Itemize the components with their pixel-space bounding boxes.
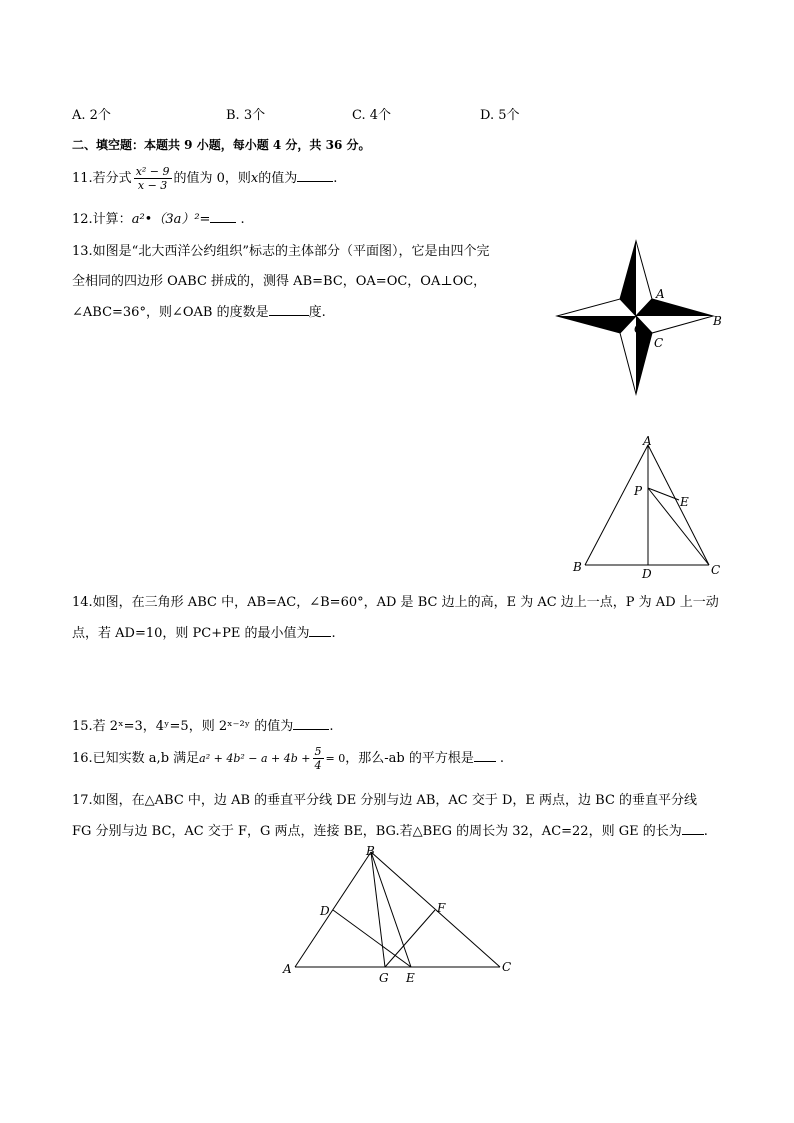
q11-fraction xyxy=(134,165,172,192)
star-label-b: B xyxy=(713,314,722,328)
q16-end: . xyxy=(499,751,504,766)
q17-line-1: 17.如图，在△ABC 中，边 AB 的垂直平分线 DE 分别与边 AB，AC 交于 D，E 两点，边 BC 的垂直平分线 xyxy=(72,793,698,808)
q11-numerator: x² − 9 xyxy=(135,165,170,178)
fig17-label-c: C xyxy=(502,960,512,974)
fig17-label-g: G xyxy=(379,971,389,985)
q14-line-2-text: 点，若 AD=10，则 PC+PE 的最小值为 xyxy=(72,626,310,641)
side-ab xyxy=(585,445,648,565)
q13-line-3 xyxy=(72,301,326,320)
q15-answer-blank xyxy=(293,717,329,730)
perpendicular-fg xyxy=(385,910,435,967)
q17-answer-blank xyxy=(682,822,704,835)
q17-line-2 xyxy=(72,820,708,839)
fig17-label-f: F xyxy=(437,901,446,915)
fig17-label-b: B xyxy=(366,844,375,858)
side-ac xyxy=(648,445,709,565)
q14-end: . xyxy=(331,626,336,641)
fig17-label-a: A xyxy=(283,962,292,976)
q13-star-figure xyxy=(550,236,730,401)
q11-denominator: x − 3 xyxy=(137,179,168,192)
q14-line-2 xyxy=(72,622,336,641)
segment-bg xyxy=(371,852,385,967)
q11-prefix: 11.若分式 xyxy=(72,171,132,186)
q13-end: 度. xyxy=(308,305,326,320)
q16-expression-1: a² + 4b² − a + 4b + xyxy=(199,752,311,765)
question-12 xyxy=(72,208,245,227)
fig17-label-d: D xyxy=(320,904,330,918)
tri-label-a: A xyxy=(643,434,652,448)
q12-expression: a²•（3a）²= xyxy=(131,212,211,227)
q14-answer-blank xyxy=(309,624,331,637)
q12-prefix: 12.计算： xyxy=(72,212,132,227)
q11-middle: 的值为 0，则 xyxy=(173,171,251,186)
q12-end: . xyxy=(240,212,245,227)
q14-line-1: 14.如图，在三角形 ABC 中，AB=AC，∠B=60°，AD 是 BC 边上的高，E 为 AC 边上一点，P 为 AD 上一动 xyxy=(72,595,719,610)
question-16 xyxy=(72,744,504,774)
q13-answer-blank xyxy=(269,303,309,316)
fig17-label-e: E xyxy=(406,971,415,985)
q15-end: . xyxy=(329,719,334,734)
tri-label-b: B xyxy=(573,560,582,574)
q16-answer-blank xyxy=(474,749,496,762)
q16-fraction-num: 5 xyxy=(314,745,322,758)
side-bc xyxy=(371,852,500,967)
q13-line-3-text: ∠ABC=36°，则∠OAB 的度数是 xyxy=(72,305,269,320)
q16-fraction-den: 4 xyxy=(314,759,322,772)
perpendicular-de xyxy=(333,910,411,967)
star-label-a: A xyxy=(656,287,665,301)
q11-variable: x xyxy=(250,171,259,186)
q13-line-2: 全相同的四边形 OABC 拼成的，测得 AB=BC，OA=OC，OA⊥OC， xyxy=(72,274,487,289)
question-11 xyxy=(72,164,337,194)
star-label-c: C xyxy=(654,336,664,350)
tri-label-c: C xyxy=(711,563,721,577)
q15-text: 15.若 2ˣ=3，4ʸ=5，则 2ˣ⁻²ʸ 的值为 xyxy=(72,719,294,734)
q12-answer-blank xyxy=(210,210,236,223)
q16-suffix: ，那么-ab 的平方根是 xyxy=(345,751,474,766)
q17-line-2-text: FG 分别与边 BC，AC 交于 F，G 两点，连接 BE，BG.若△BEG 的周长为 32，AC=22，则 GE 的长为 xyxy=(72,824,682,839)
tri-label-d: D xyxy=(642,567,652,580)
q17-end: . xyxy=(703,824,708,839)
tri-label-p: P xyxy=(634,484,643,498)
option-d: D. 5个 xyxy=(480,108,520,123)
star-label-o: O xyxy=(634,322,644,336)
option-b: B. 3个 xyxy=(226,108,266,123)
section-header: 二、填空题：本题共 9 小题，每小题 4 分，共 36 分。 xyxy=(72,138,371,152)
q16-expression-2: = 0 xyxy=(325,752,346,765)
side-ab xyxy=(295,852,371,967)
option-a: A. 2个 xyxy=(72,108,111,123)
q13-line-1: 13.如图是“北大西洋公约组织”标志的主体部分（平面图），它是由四个完 xyxy=(72,244,490,259)
q11-suffix: 的值为 xyxy=(258,171,298,186)
q11-end: . xyxy=(333,171,338,186)
q16-fraction xyxy=(313,745,324,772)
q11-answer-blank xyxy=(297,169,333,182)
q14-triangle-figure xyxy=(568,430,728,580)
q17-triangle-figure xyxy=(278,840,518,988)
q16-prefix: 16.已知实数 a,b 满足 xyxy=(72,751,200,766)
option-c: C. 4个 xyxy=(352,108,392,123)
question-15 xyxy=(72,715,333,734)
tri-label-e: E xyxy=(680,495,689,509)
